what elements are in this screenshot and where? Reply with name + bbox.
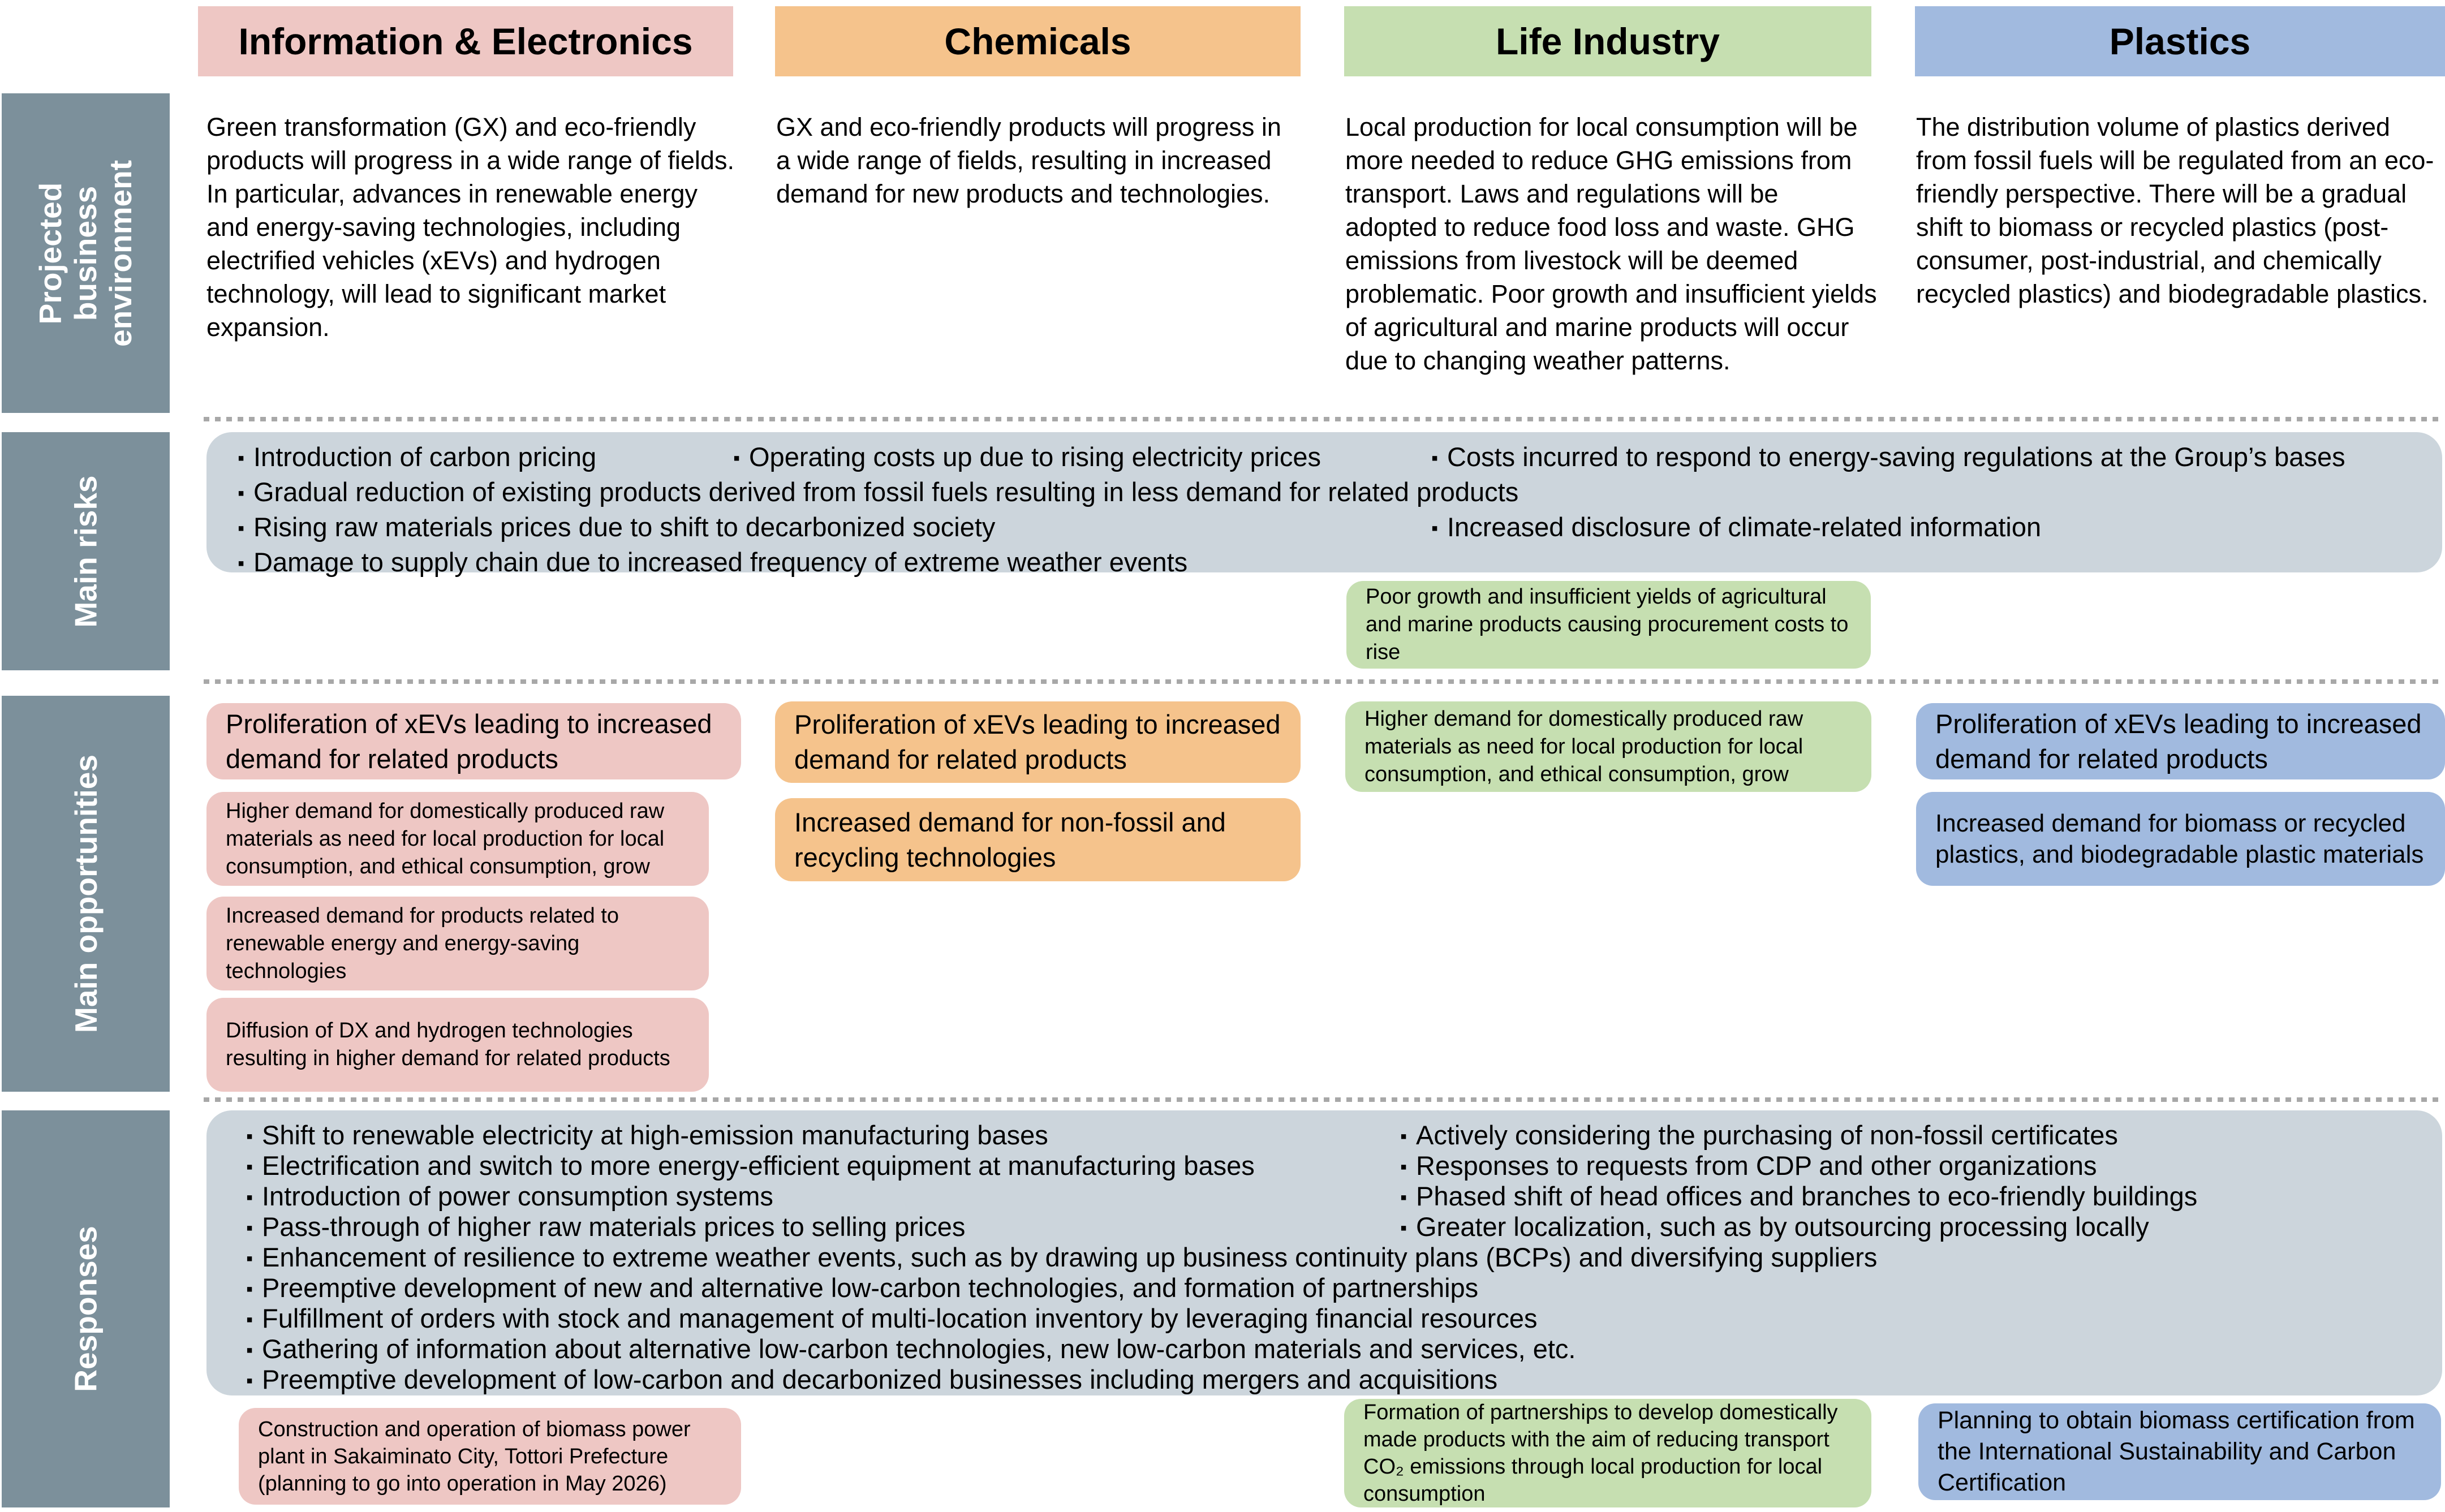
row-header-label: Main risks	[68, 475, 104, 628]
opportunity-text: Increased demand for non-fossil and recycling technologies	[794, 807, 1226, 872]
response-item: ▪ Pass-through of higher raw materials prices to selling prices	[246, 1211, 965, 1242]
opportunity-box-chemicals-1	[775, 701, 1301, 783]
opportunity-text: Increased demand for products related to renewable energy and energy-saving technologies	[226, 903, 619, 983]
opportunity-text: Higher demand for domestically produced raw materials as need for local production for local consumption, and ethical consumption, grow	[1364, 707, 1803, 786]
response-box-text: Formation of partnerships to develop domestically made products with the aim of reducing transport CO₂ emissions through local production for local consumption	[1363, 1401, 1838, 1506]
risk-item: ▪ Costs incurred to respond to energy-saving regulations at the Group’s bases	[1431, 441, 2345, 472]
response-item: ▪ Gathering of information about alternative low-carbon technologies, new low-carbon materials and services, etc.	[246, 1333, 1576, 1364]
response-item: ▪ Preemptive development of new and alternative low-carbon technologies, and formation of partnerships	[246, 1272, 1478, 1303]
risk-item: ▪ Increased disclosure of climate-related information	[1431, 511, 2041, 542]
environment-text-chemicals: GX and eco-friendly products will progress in a wide range of fields, resulting in increased demand for new products and technologies.	[776, 113, 1281, 208]
environment-text-plastics: The distribution volume of plastics derived from fossil fuels will be regulated from an eco-friendly perspective. There will be a gradual shift to biomass or recycled plastics (post-consumer, post-industrial, and chemically recycled plastics) and biodegradable plastics.	[1916, 113, 2434, 308]
opportunity-box-plastics-1	[1916, 703, 2445, 779]
row-header-label: Projected business environment	[33, 160, 139, 347]
column-header-label: Plastics	[2109, 20, 2251, 62]
response-item: ▪ Phased shift of head offices and branches to eco-friendly buildings	[1400, 1181, 2197, 1212]
risk-item: ▪ Introduction of carbon pricing	[238, 441, 596, 472]
column-header-information-electronics	[198, 6, 733, 76]
environment-text-information-electronics: Green transformation (GX) and eco-friendly products will progress in a wide range of fields. In particular, advances in renewable energy and energy-saving technologies, including electrified vehicles (xEVs) and hydrogen technology, will lead to significant market expansion.	[206, 113, 734, 342]
response-item: ▪ Shift to renewable electricity at high-emission manufacturing bases	[246, 1119, 1048, 1151]
column-header-chemicals	[775, 6, 1301, 76]
row-header-projected-business-environment	[2, 93, 170, 413]
response-item: ▪ Introduction of power consumption systems	[246, 1181, 773, 1212]
response-box-life	[1344, 1399, 1871, 1507]
opportunity-text: Diffusion of DX and hydrogen technologies resulting in higher demand for related products	[226, 1019, 670, 1070]
response-item: ▪ Responses to requests from CDP and other organizations	[1400, 1150, 2097, 1181]
dotted-separator	[204, 1097, 2442, 1102]
response-box-text: Construction and operation of biomass power plant in Sakaiminato City, Tottori Prefecture (planning to go into operation in May 2026)	[258, 1417, 691, 1496]
opportunity-box-chemicals-2	[775, 798, 1301, 881]
response-box-text: Planning to obtain biomass certification from the International Sustainability and Carbon Certification	[1938, 1407, 2415, 1496]
response-item: ▪ Enhancement of resilience to extreme weather events, such as by drawing up business continuity plans (BCPs) and diversifying suppliers	[246, 1242, 1877, 1273]
row-header-main-opportunities	[2, 696, 170, 1092]
opportunity-box-ie-1	[206, 703, 741, 779]
opportunity-text: Proliferation of xEVs leading to increased demand for related products	[1935, 708, 2422, 774]
risk-box-text: Poor growth and insufficient yields of agricultural and marine products causing procurement costs to rise	[1366, 585, 1849, 664]
main-risks-panel	[206, 432, 2442, 577]
response-item: ▪ Actively considering the purchasing of non-fossil certificates	[1400, 1119, 2118, 1151]
response-item: ▪ Fulfillment of orders with stock and management of multi-location inventory by leveraging financial resources	[246, 1303, 1537, 1334]
response-box-plastics	[1918, 1403, 2441, 1500]
opportunity-text: Increased demand for biomass or recycled plastics, and biodegradable plastic materials	[1935, 809, 2424, 868]
opportunity-box-ie-2	[206, 792, 709, 886]
risk-item: ▪ Rising raw materials prices due to shift to decarbonized society	[238, 511, 995, 542]
responses-panel	[206, 1110, 2442, 1395]
opportunity-text: Proliferation of xEVs leading to increased demand for related products	[226, 708, 712, 774]
response-item: ▪ Electrification and switch to more energy-efficient equipment at manufacturing bases	[246, 1150, 1255, 1181]
row-header-responses	[2, 1110, 170, 1507]
column-header-life-industry	[1344, 6, 1871, 76]
risk-box-life-industry	[1346, 581, 1871, 669]
opportunity-box-life-1	[1345, 701, 1871, 792]
dotted-separator	[204, 417, 2442, 421]
opportunity-box-plastics-2	[1916, 792, 2445, 886]
opportunity-box-ie-3	[206, 897, 709, 990]
response-item: ▪ Greater localization, such as by outsourcing processing locally	[1400, 1211, 2149, 1242]
dotted-separator	[204, 679, 2442, 684]
response-item: ▪ Preemptive development of low-carbon and decarbonized businesses including mergers and acquisitions	[246, 1364, 1497, 1395]
opportunity-text: Proliferation of xEVs leading to increased demand for related products	[794, 709, 1281, 774]
opportunity-box-ie-4	[206, 998, 709, 1092]
column-header-label: Chemicals	[944, 20, 1131, 62]
response-box-ie	[239, 1408, 741, 1505]
column-header-plastics	[1915, 6, 2445, 76]
row-header-main-risks	[2, 432, 170, 670]
risk-item: ▪ Operating costs up due to rising electricity prices	[733, 441, 1321, 472]
column-header-label: Life Industry	[1495, 20, 1720, 62]
column-header-label: Information & Electronics	[238, 20, 693, 62]
row-header-label: Main opportunities	[68, 755, 104, 1033]
row-header-label: Responses	[68, 1226, 104, 1392]
environment-text-life-industry: Local production for local consumption will be more needed to reduce GHG emissions from transport. Laws and regulations will be adopted to reduce food loss and waste. GHG emissions from livestock will be deemed problematic. Poor growth and insufficient yields of agricultural and marine products will occur due to changing weather patterns.	[1345, 113, 1877, 375]
opportunity-text: Higher demand for domestically produced raw materials as need for local production for local consumption, and ethical consumption, grow	[226, 799, 665, 878]
risk-item: ▪ Damage to supply chain due to increased frequency of extreme weather events	[238, 546, 1187, 578]
risk-item: ▪ Gradual reduction of existing products derived from fossil fuels resulting in less demand for related products	[238, 476, 1518, 507]
